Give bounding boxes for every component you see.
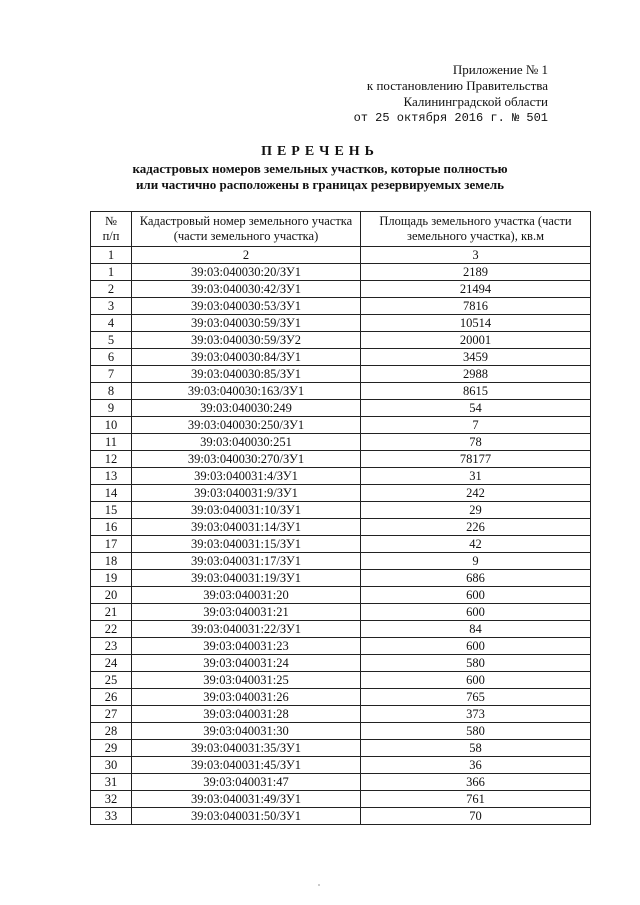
table-header-row [91,212,591,247]
cadastral-number-cell: 39:03:040030:42/ЗУ1 [132,281,361,298]
cadastral-number-cell: 39:03:040030:85/ЗУ1 [132,366,361,383]
area-cell: 84 [361,621,591,638]
cadastral-number-cell: 39:03:040031:9/ЗУ1 [132,485,361,502]
document-title-block [0,143,640,193]
table-row [91,434,591,451]
area-cell: 2189 [361,264,591,281]
row-number-cell: 16 [91,519,132,536]
table-body [91,264,591,825]
cadastral-number-cell: 39:03:040031:35/ЗУ1 [132,740,361,757]
table-row [91,774,591,791]
table-row [91,502,591,519]
area-cell: 36 [361,757,591,774]
table-numbering-row [91,247,591,264]
appendix-region: Калининградской области [403,94,548,109]
cadastral-number-cell: 39:03:040031:24 [132,655,361,672]
table-row [91,519,591,536]
table-row [91,638,591,655]
table-row [91,706,591,723]
table-row [91,536,591,553]
area-cell: 7 [361,417,591,434]
cadastral-number-cell: 39:03:040031:47 [132,774,361,791]
area-cell: 600 [361,587,591,604]
area-cell: 58 [361,740,591,757]
area-cell: 8615 [361,383,591,400]
area-cell: 10514 [361,315,591,332]
numbering-cell: 3 [361,247,591,264]
cadastral-number-cell: 39:03:040030:270/ЗУ1 [132,451,361,468]
table-row [91,451,591,468]
document-subtitle-line1: кадастровых номеров земельных участков, которые полностью [132,161,508,176]
table-row [91,672,591,689]
cadastral-number-cell: 39:03:040031:49/ЗУ1 [132,791,361,808]
table-row [91,298,591,315]
row-number-cell: 8 [91,383,132,400]
numbering-cell: 2 [132,247,361,264]
area-cell: 78 [361,434,591,451]
cadastral-number-cell: 39:03:040030:249 [132,400,361,417]
area-cell: 42 [361,536,591,553]
row-number-cell: 22 [91,621,132,638]
row-number-cell: 30 [91,757,132,774]
area-cell: 54 [361,400,591,417]
area-cell: 78177 [361,451,591,468]
table-row [91,587,591,604]
header-area: Площадь земельного участка (части земельного участка), кв.м [361,212,591,247]
document-title: ПЕРЕЧЕНЬ [261,144,379,159]
area-cell: 580 [361,655,591,672]
cadastral-number-cell: 39:03:040031:15/ЗУ1 [132,536,361,553]
table-row [91,400,591,417]
row-number-cell: 2 [91,281,132,298]
area-cell: 761 [361,791,591,808]
cadastral-number-cell: 39:03:040030:250/ЗУ1 [132,417,361,434]
cadastral-number-cell: 39:03:040031:30 [132,723,361,740]
cadastral-number-cell: 39:03:040030:53/ЗУ1 [132,298,361,315]
row-number-cell: 11 [91,434,132,451]
table-row [91,553,591,570]
row-number-cell: 31 [91,774,132,791]
scan-speck [318,884,320,886]
row-number-cell: 27 [91,706,132,723]
cadastral-number-cell: 39:03:040031:21 [132,604,361,621]
table-row [91,485,591,502]
area-cell: 373 [361,706,591,723]
area-cell: 226 [361,519,591,536]
table-row [91,723,591,740]
table-row [91,383,591,400]
numbering-cell: 1 [91,247,132,264]
table-row [91,468,591,485]
table-row [91,417,591,434]
area-cell: 29 [361,502,591,519]
appendix-header [354,62,548,126]
row-number-cell: 20 [91,587,132,604]
row-number-cell: 3 [91,298,132,315]
appendix-number: Приложение № 1 [452,62,548,77]
cadastral-number-cell: 39:03:040030:20/ЗУ1 [132,264,361,281]
cadastral-number-cell: 39:03:040031:4/ЗУ1 [132,468,361,485]
row-number-cell: 23 [91,638,132,655]
area-cell: 686 [361,570,591,587]
header-cadastral-number: Кадастровый номер земельного участка (части земельного участка) [132,212,361,247]
cadastral-number-cell: 39:03:040031:14/ЗУ1 [132,519,361,536]
area-cell: 580 [361,723,591,740]
table-row [91,366,591,383]
document-subtitle-line2: или частично расположены в границах резервируемых земель [135,177,505,192]
table-row [91,791,591,808]
row-number-cell: 25 [91,672,132,689]
cadastral-number-cell: 39:03:040030:84/ЗУ1 [132,349,361,366]
table-row [91,315,591,332]
area-cell: 765 [361,689,591,706]
table-row [91,332,591,349]
header-number: № п/п [91,212,132,247]
area-cell: 21494 [361,281,591,298]
cadastral-number-cell: 39:03:040031:22/ЗУ1 [132,621,361,638]
cadastral-number-cell: 39:03:040030:251 [132,434,361,451]
table-row [91,757,591,774]
area-cell: 366 [361,774,591,791]
appendix-date: от 25 октября 2016 г. № 501 [353,111,548,125]
row-number-cell: 13 [91,468,132,485]
cadastral-number-cell: 39:03:040031:50/ЗУ1 [132,808,361,825]
area-cell: 2988 [361,366,591,383]
table-row [91,281,591,298]
cadastral-number-cell: 39:03:040030:59/ЗУ1 [132,315,361,332]
cadastral-number-cell: 39:03:040031:20 [132,587,361,604]
cadastral-number-cell: 39:03:040031:45/ЗУ1 [132,757,361,774]
row-number-cell: 14 [91,485,132,502]
cadastral-number-cell: 39:03:040030:163/ЗУ1 [132,383,361,400]
table-row [91,264,591,281]
row-number-cell: 18 [91,553,132,570]
row-number-cell: 4 [91,315,132,332]
row-number-cell: 24 [91,655,132,672]
row-number-cell: 19 [91,570,132,587]
cadastral-number-cell: 39:03:040030:59/ЗУ2 [132,332,361,349]
area-cell: 20001 [361,332,591,349]
area-cell: 600 [361,672,591,689]
table-row [91,604,591,621]
cadastral-number-cell: 39:03:040031:10/ЗУ1 [132,502,361,519]
area-cell: 9 [361,553,591,570]
appendix-decree-ref: к постановлению Правительства [366,78,548,93]
cadastral-number-cell: 39:03:040031:26 [132,689,361,706]
row-number-cell: 1 [91,264,132,281]
row-number-cell: 32 [91,791,132,808]
row-number-cell: 29 [91,740,132,757]
table-row [91,655,591,672]
row-number-cell: 6 [91,349,132,366]
cadastral-number-cell: 39:03:040031:25 [132,672,361,689]
row-number-cell: 12 [91,451,132,468]
area-cell: 7816 [361,298,591,315]
area-cell: 70 [361,808,591,825]
row-number-cell: 5 [91,332,132,349]
table-row [91,349,591,366]
area-cell: 600 [361,638,591,655]
table-row [91,689,591,706]
table-row [91,621,591,638]
row-number-cell: 28 [91,723,132,740]
cadastral-number-cell: 39:03:040031:17/ЗУ1 [132,553,361,570]
row-number-cell: 26 [91,689,132,706]
row-number-cell: 21 [91,604,132,621]
row-number-cell: 7 [91,366,132,383]
table-row [91,808,591,825]
table-row [91,740,591,757]
cadastral-table [90,211,591,825]
cadastral-number-cell: 39:03:040031:19/ЗУ1 [132,570,361,587]
area-cell: 242 [361,485,591,502]
row-number-cell: 9 [91,400,132,417]
row-number-cell: 15 [91,502,132,519]
area-cell: 3459 [361,349,591,366]
row-number-cell: 17 [91,536,132,553]
cadastral-number-cell: 39:03:040031:23 [132,638,361,655]
cadastral-number-cell: 39:03:040031:28 [132,706,361,723]
table-row [91,570,591,587]
row-number-cell: 33 [91,808,132,825]
row-number-cell: 10 [91,417,132,434]
area-cell: 31 [361,468,591,485]
area-cell: 600 [361,604,591,621]
